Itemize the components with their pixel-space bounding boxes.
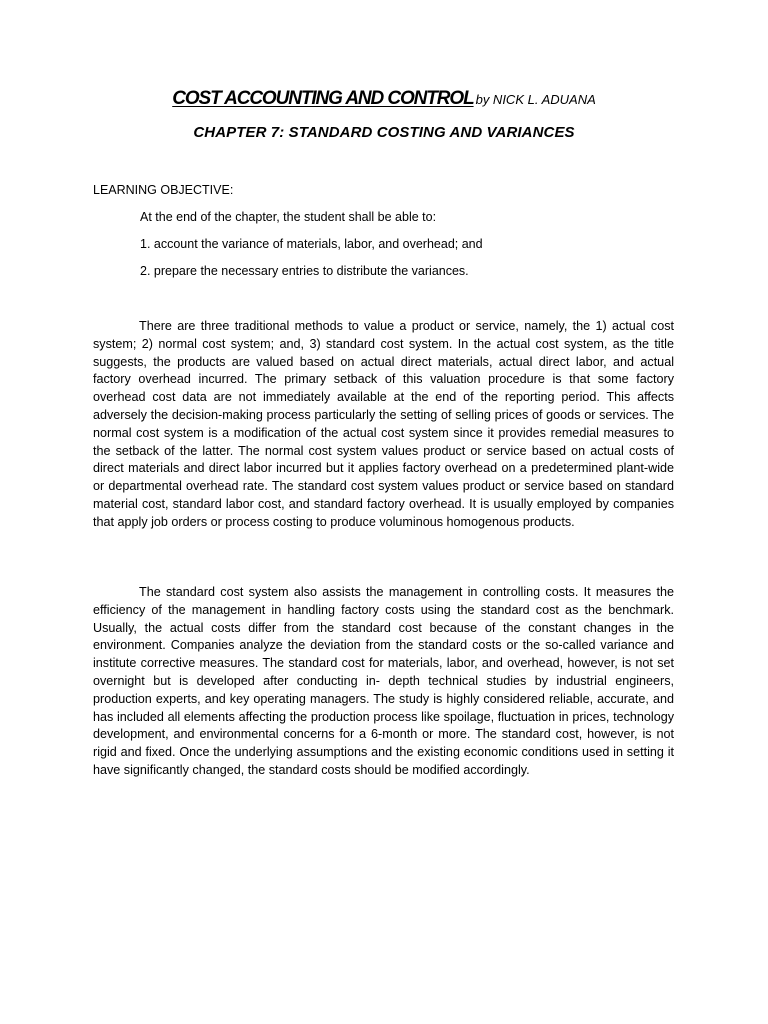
learning-objective-intro: At the end of the chapter, the student shall be able to:	[140, 210, 437, 224]
learning-objective-heading: LEARNING OBJECTIVE:	[93, 183, 234, 197]
body-paragraph-cost-systems: There are three traditional methods to value a product or service, namely, the 1) actual cost system; 2) normal cost system; and, 3) standard cost system. In the actual cost system, as the title suggests, the products are valued based on actual direct materials, actual direct labor, and actual factory overhead incurred. The primary setback of this valuation procedure is that some factory overhead cost data are not immediately available at the end of the reporting period. This affects adversely the decision-making process particularly the setting of selling prices of goods or services. The normal cost system is a modification of the actual cost system since it provides remedial measures to the setback of the latter. The normal cost system values product or service based on actual costs of direct materials and direct labor incurred but it applies factory overhead on a predetermined plant-wide or departmental overhead rate. The standard cost system values product or service based on standard material cost, standard labor cost, and standard factory overhead. It is usually employed by companies that apply job orders or process costing to produce voluminous homogenous products.	[93, 319, 674, 529]
learning-objective-item: 1. account the variance of materials, labor, and overhead; and	[140, 237, 483, 251]
book-title: COST ACCOUNTING AND CONTROL	[172, 88, 474, 109]
title-line	[0, 88, 768, 110]
author-byline: by NICK L. ADUANA	[475, 92, 596, 107]
learning-objective-item: 2. prepare the necessary entries to distribute the variances.	[140, 264, 469, 278]
body-paragraph-standard-cost: The standard cost system also assists the management in controlling costs. It measures the efficiency of the management in handling factory costs using the standard cost as the benchmark. Usually, the actual costs differ from the standard cost because of the constant changes in the environment. Companies analyze the deviation from the standard costs or the so-called variance and institute corrective measures. The standard cost for materials, labor, and overhead, however, is not set overnight but is developed after conducting in- depth technical studies by industrial engineers, production experts, and key operating managers. The study is highly considered reliable, accurate, and has included all elements affecting the production process like spoilage, fluctuation in prices, technology development, and environmental concerns for a 6-month or more. The standard cost, however, is not rigid and fixed. Once the underlying assumptions and the existing economic conditions used in setting it have significantly changed, the standard costs should be modified accordingly.	[93, 585, 674, 777]
chapter-title: CHAPTER 7: STANDARD COSTING AND VARIANCES	[193, 124, 575, 141]
